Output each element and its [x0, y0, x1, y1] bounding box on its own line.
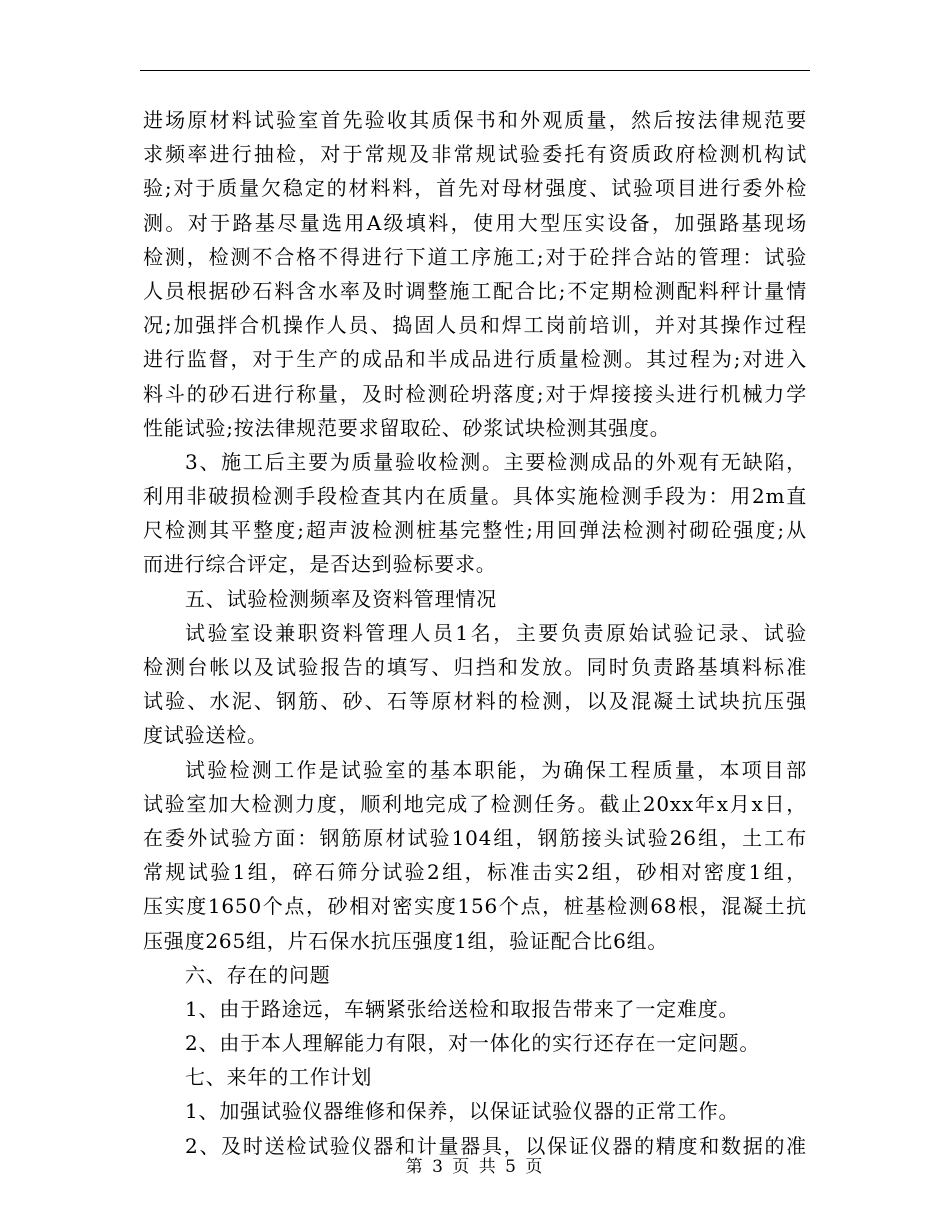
paragraph-line: 压实度1650个点，砂相对密实度156个点，桩基检测68根，混凝土抗	[143, 894, 807, 919]
paragraph-line: 试验、水泥、钢筋、砂、石等原材料的检测，以及混凝土试块抗压强	[143, 689, 807, 714]
paragraph-line: 性能试验;按法律规范要求留取砼、砂浆试块检测其强度。	[143, 415, 671, 440]
paragraph-line: 压强度265组，片石保水抗压强度1组，验证配合比6组。	[143, 928, 669, 953]
paragraph-line: 在委外试验方面：钢筋原材试验104组，钢筋接头试验26组，土工布	[143, 825, 807, 850]
paragraph-line: 料斗的砂石进行称量，及时检测砼坍落度;对于焊接接头进行机械力学	[143, 381, 807, 406]
paragraph-line: 人员根据砂石料含水率及时调整施工配合比;不定期检测配料秤计量情	[143, 278, 807, 303]
paragraph-line: 度试验送检。	[143, 723, 268, 748]
paragraph-line: 求频率进行抽检，对于常规及非常规试验委托有资质政府检测机构试	[143, 142, 807, 167]
paragraph-line: 验;对于质量欠稳定的材料料，首先对母材强度、试验项目进行委外检	[143, 176, 807, 201]
paragraph-line: 试验室设兼职资料管理人员1名，主要负责原始试验记录、试验	[185, 620, 807, 645]
header-rule	[140, 70, 810, 71]
paragraph-line: 进行监督，对于生产的成品和半成品进行质量检测。其过程为;对进入	[143, 347, 807, 372]
list-item: 1、由于路途远，车辆紧张给送检和取报告带来了一定难度。	[185, 996, 740, 1021]
list-item: 1、加强试验仪器维修和保养，以保证试验仪器的正常工作。	[185, 1099, 740, 1124]
list-item: 2、及时送检试验仪器和计量器具，以保证仪器的精度和数据的准	[185, 1133, 807, 1158]
paragraph-line: 进场原材料试验室首先验收其质保书和外观质量，然后按法律规范要	[143, 108, 807, 132]
list-item: 2、由于本人理解能力有限，对一体化的实行还存在一定问题。	[185, 1031, 761, 1056]
paragraph-line: 试验室加大检测力度，顺利地完成了检测任务。截止20xx年x月x日，	[143, 791, 807, 816]
document-body	[143, 103, 807, 1163]
page-number-footer: 第 3 页 共 5 页	[405, 1157, 545, 1177]
paragraph-line: 检测，检测不合格不得进行下道工序施工;对于砼拌合站的管理：试验	[143, 244, 807, 269]
paragraph-line: 测。对于路基尽量选用A级填料，使用大型压实设备，加强路基现场	[143, 210, 807, 235]
paragraph-line: 而进行综合评定，是否达到验标要求。	[143, 552, 497, 577]
section-heading: 六、存在的问题	[185, 962, 331, 987]
paragraph-line: 试验检测工作是试验室的基本职能，为确保工程质量，本项目部	[185, 757, 807, 782]
paragraph-line: 检测台帐以及试验报告的填写、归挡和发放。同时负责路基填料标准	[143, 655, 807, 679]
paragraph-line: 常规试验1组，碎石筛分试验2组，标准击实2组，砂相对密度1组，	[143, 860, 807, 885]
section-heading: 七、来年的工作计划	[185, 1065, 373, 1090]
paragraph-line: 尺检测其平整度;超声波检测桩基完整性;用回弹法检测衬砌砼强度;从	[143, 518, 807, 543]
paragraph-line: 况;加强拌合机操作人员、捣固人员和焊工岗前培训，并对其操作过程	[143, 313, 807, 338]
section-heading: 五、试验检测频率及资料管理情况	[185, 586, 497, 611]
paragraph-line: 利用非破损检测手段检查其内在质量。具体实施检测手段为：用2m直	[143, 484, 807, 509]
paragraph-line: 3、施工后主要为质量验收检测。主要检测成品的外观有无缺陷，	[185, 449, 807, 474]
